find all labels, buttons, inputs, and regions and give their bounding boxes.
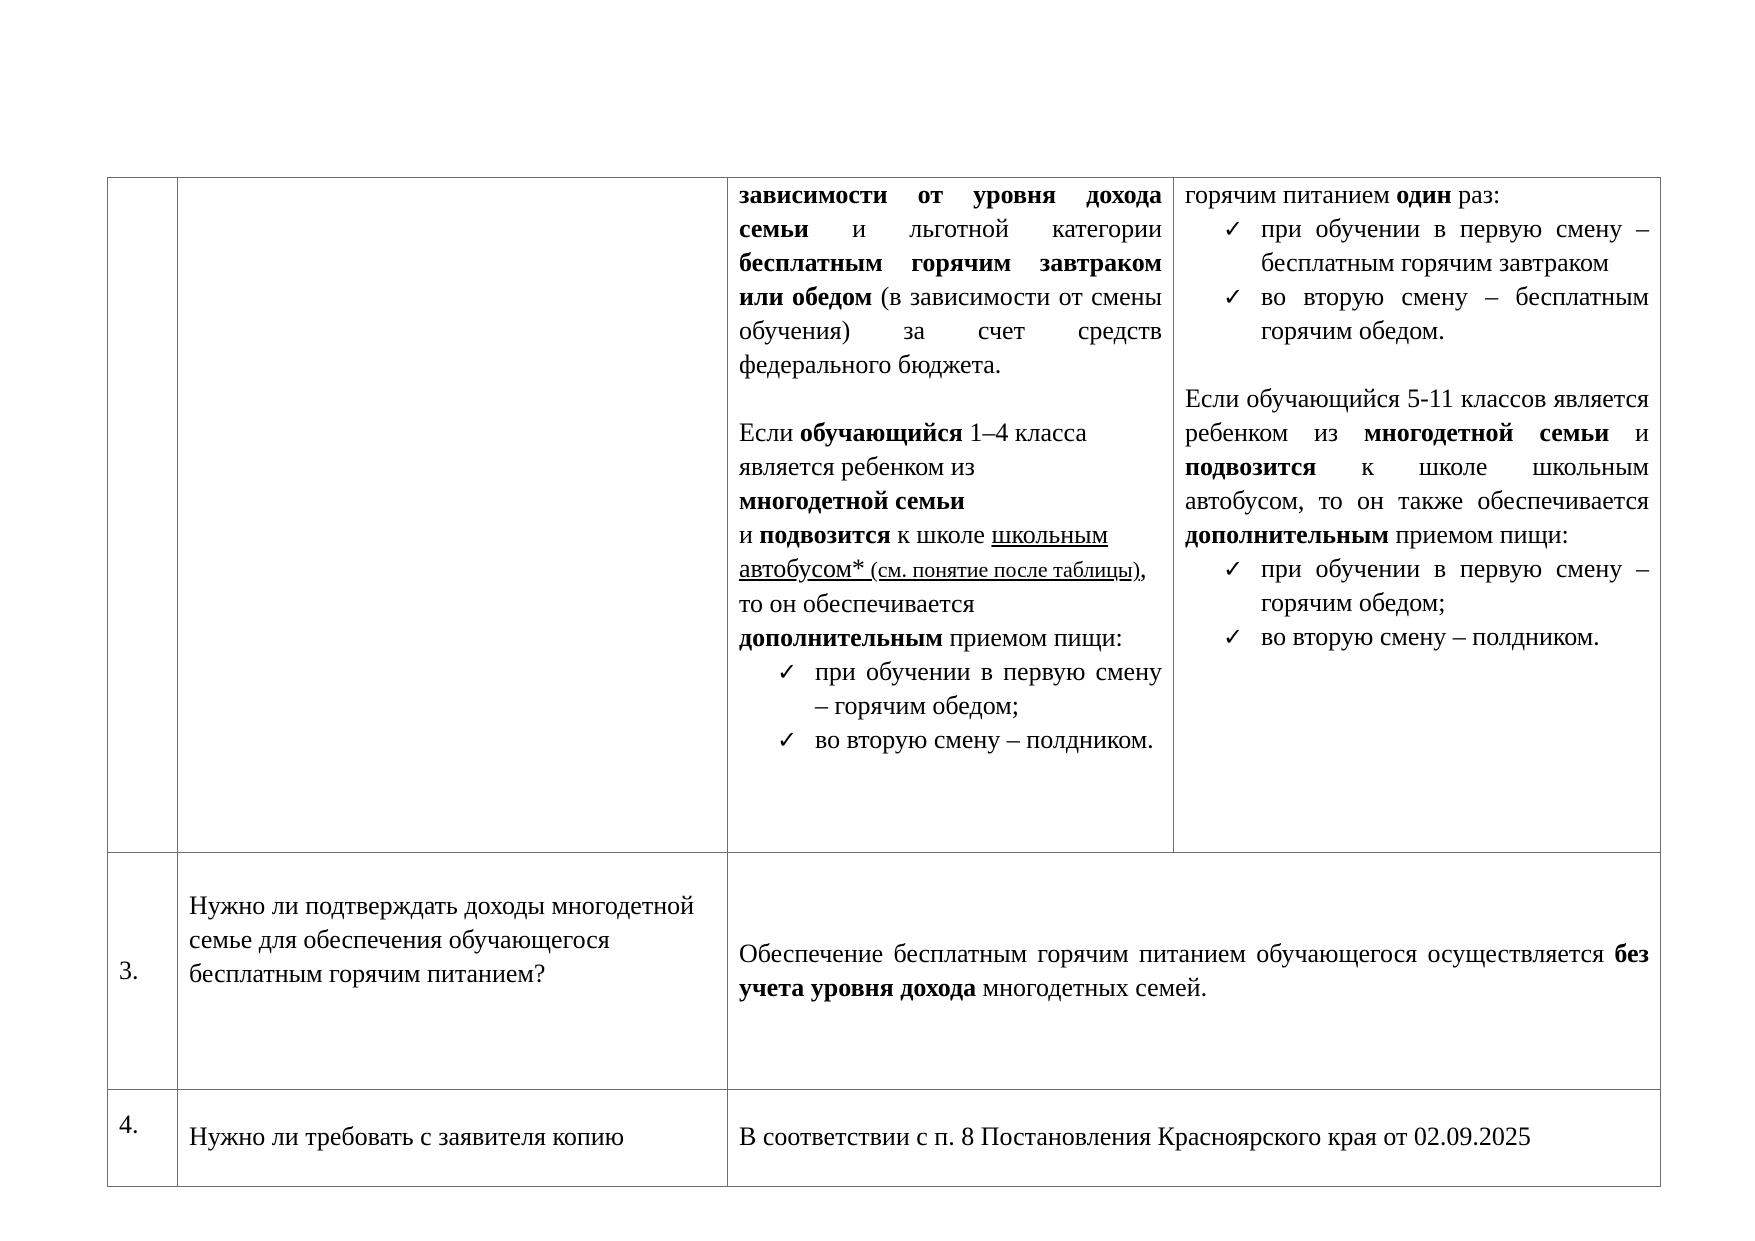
text: , то он обеспечивается bbox=[739, 554, 1147, 618]
list-item-text: при обучении в первую смену – горячим обедом; bbox=[1261, 554, 1649, 617]
bold-text: бесплатным горячим завтраком или обедом bbox=[739, 248, 1162, 311]
text: и льготной категории bbox=[808, 214, 1162, 243]
checkmark-icon: ✓ bbox=[1223, 555, 1244, 583]
check-list bbox=[1185, 212, 1649, 348]
list-item bbox=[1223, 620, 1649, 654]
bold-text: подвозится bbox=[759, 520, 891, 549]
checkmark-icon: ✓ bbox=[1223, 215, 1244, 243]
bold-text: подвозится bbox=[1185, 452, 1317, 481]
bold-text: дополнительным bbox=[739, 623, 943, 652]
faq-table bbox=[107, 177, 1661, 1187]
list-item-text: во вторую смену – полдником. bbox=[1261, 622, 1600, 651]
answer-cell bbox=[728, 853, 1661, 1090]
list-item-text: при обучении в первую смену – горячим обедом; bbox=[815, 657, 1162, 720]
checkmark-icon: ✓ bbox=[777, 726, 798, 754]
list-item bbox=[1223, 212, 1649, 280]
bold-text: зависимости от уровня дохода семьи bbox=[739, 180, 1162, 243]
text: горячим питанием bbox=[1185, 180, 1397, 209]
list-item-text: во вторую смену – бесплатным горячим обедом. bbox=[1261, 282, 1649, 345]
paragraph bbox=[1185, 178, 1649, 212]
paragraph bbox=[739, 178, 1162, 382]
text: к школе bbox=[890, 520, 992, 549]
checkmark-icon: ✓ bbox=[1223, 623, 1244, 651]
text: (в зависимости от смены обучения) за счет средств федерального бюджета. bbox=[739, 282, 1162, 379]
text: к школе школьным автобусом, то он также обеспечивается bbox=[1185, 452, 1649, 515]
row1-answer-grades-5-11 bbox=[1174, 178, 1661, 853]
text: Если bbox=[739, 418, 800, 447]
table-row bbox=[108, 853, 1661, 1090]
list-item bbox=[777, 655, 1162, 723]
paragraph bbox=[739, 416, 1162, 655]
list-item bbox=[777, 723, 1162, 757]
row-number: 4. bbox=[108, 1090, 178, 1187]
list-item bbox=[1223, 552, 1649, 620]
bold-text: многодетной семьи bbox=[739, 486, 965, 515]
underlined-link-text[interactable]: школьным автобусом* bbox=[739, 520, 1109, 583]
row1-answer-grades-1-4 bbox=[728, 178, 1174, 853]
text: и bbox=[739, 520, 760, 549]
row-number: 3. bbox=[108, 853, 178, 1090]
text: раз: bbox=[1451, 180, 1501, 209]
text: 1–4 класса является ребенком из bbox=[739, 418, 1087, 481]
question-cell: Нужно ли подтверждать доходы многодетной семье для обеспечения обучающегося бесплатным горячим питанием? bbox=[178, 853, 728, 1090]
bold-text: один bbox=[1396, 180, 1452, 209]
bold-text: обучающийся bbox=[799, 418, 963, 447]
bold-text: многодетной семьи bbox=[1364, 418, 1610, 447]
check-list bbox=[1185, 552, 1649, 654]
text: приемом пищи: bbox=[1388, 520, 1569, 549]
paragraph bbox=[1185, 382, 1649, 552]
list-item bbox=[1223, 280, 1649, 348]
question-cell: Нужно ли требовать с заявителя копию bbox=[178, 1090, 728, 1187]
text: Если обучающийся 5-11 классов является ребенком из bbox=[1185, 384, 1649, 447]
table-row bbox=[108, 1090, 1661, 1187]
checkmark-icon: ✓ bbox=[777, 658, 798, 686]
paragraph bbox=[739, 937, 1649, 1005]
list-item-text: при обучении в первую смену – бесплатным горячим завтраком bbox=[1261, 214, 1649, 277]
bold-text: дополнительным bbox=[1185, 520, 1389, 549]
text: многодетных семей. bbox=[976, 973, 1208, 1002]
check-list bbox=[739, 655, 1162, 757]
text: Обеспечение бесплатным горячим питанием обучающегося осуществляется bbox=[739, 939, 1615, 968]
row1-number-cell bbox=[108, 178, 178, 853]
row1-question-cell bbox=[178, 178, 728, 853]
answer-cell: В соответствии с п. 8 Постановления Красноярского края от 02.09.2025 bbox=[728, 1090, 1661, 1187]
footnote-reference[interactable]: (см. понятие после таблицы) bbox=[864, 557, 1141, 582]
text: и bbox=[1609, 418, 1649, 447]
text: приемом пищи: bbox=[942, 623, 1123, 652]
bold-text: без учета уровня дохода bbox=[739, 939, 1649, 1002]
checkmark-icon: ✓ bbox=[1223, 283, 1244, 311]
table-row bbox=[108, 178, 1661, 853]
list-item-text: во вторую смену – полдником. bbox=[815, 725, 1154, 754]
